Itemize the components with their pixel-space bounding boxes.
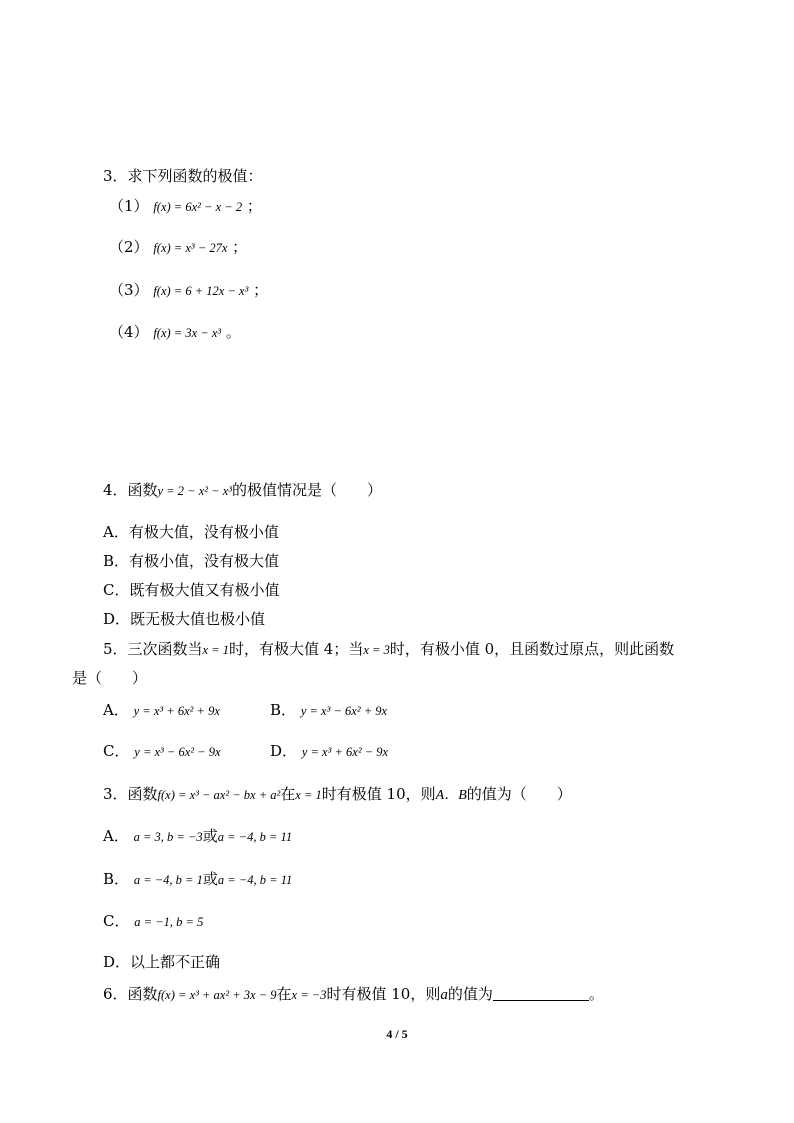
formula: f(x) = 3x − x³ [153,326,222,340]
option-label: A． [103,827,129,845]
q3-item-1 [109,196,262,217]
option-label: B． [103,870,130,888]
item-number: （1） [109,197,149,215]
q6-pre: 6．函数 [103,985,158,1003]
q5-option-b [270,700,387,721]
formula: f(x) = 6 + 12x − x³ [153,284,249,298]
formula: y = x³ + 6x² + 9x [133,704,220,718]
item-number: （2） [109,238,149,256]
q6-mid: 在 [276,985,292,1003]
q3-item-4 [109,322,241,343]
q4-option-b: B．有极小值，没有极大值 [103,552,280,570]
q3b-stem [103,784,572,806]
q3b-option-b [103,869,292,890]
formula: y = 2 − x² − x³ [157,484,232,498]
formula: f(x) = 6x² − x − 2 [153,200,243,214]
punct: ； [232,238,248,256]
formula: a = −4, b = 11 [217,830,293,844]
q5-option-c [103,741,221,762]
formula: a = −4, b = 11 [217,873,293,887]
formula: x = 3 [363,643,390,657]
q3-item-2 [109,237,247,258]
formula: a = −4, b = 1 [133,873,203,887]
q3b-tail: 的值为（ ） [466,785,572,803]
q5-p2: 时，有极大值 4；当 [229,640,364,658]
q4-pre: 4．函数 [103,481,158,499]
formula: y = x³ + 6x² − 9x [301,745,389,759]
formula: y = x³ − 6x² − 9x [134,745,221,759]
q6-end: 。 [588,985,604,1003]
q5-option-a [103,700,220,721]
option-label: A． [103,701,129,719]
item-number: （3） [109,281,149,299]
q3b-post: 时有极值 10，则 [321,785,436,803]
formula: f(x) = x³ − ax² − bx + a² [157,788,281,802]
or-word: 或 [202,827,218,845]
q4-option-a: A．有极大值，没有极小值 [103,523,279,541]
q5-option-d [270,741,388,762]
punct: ； [253,281,269,299]
q6-stem [103,984,604,1005]
q4-option-c: C．既有极大值又有极小值 [103,581,280,599]
or-word: 或 [202,870,218,888]
q3-stem: 3．求下列函数的极值： [103,167,263,185]
formula: y = x³ − 6x² + 9x [300,704,388,718]
q3b-pre: 3．函数 [103,785,158,803]
q6-tail: 的值为 [447,985,493,1003]
page-number: 4 / 5 [386,1027,408,1041]
q3b-option-a [103,826,292,847]
q3b-mid: 在 [280,785,296,803]
formula: a = −1, b = 5 [134,915,204,929]
q3-item-3 [109,280,268,301]
formula: x = 1 [202,643,230,657]
q4-post: 的极值情况是（ ） [232,481,383,499]
q3b-option-d: D．以上都不正确 [103,953,221,971]
q5-p3: 时，有极小值 0，且函数过原点，则此函数 [389,640,675,658]
q3b-option-c [103,911,203,932]
answer-blank [493,986,589,1001]
formula: f(x) = x³ + ax² + 3x − 9 [157,988,277,1002]
var-a: a [440,987,448,1003]
formula: x = 1 [295,788,322,802]
option-label: C． [103,912,130,930]
option-label: D． [270,742,298,760]
q5-p1: 5．三次函数当 [103,640,203,658]
q5-stem-line2: 是（ ） [72,669,148,687]
formula: f(x) = x³ − 27x [153,241,228,255]
punct: ； [246,197,262,215]
q4-option-d: D．既无极大值也极小值 [103,610,266,628]
punct: 。 [225,323,241,341]
option-label: B． [270,701,297,719]
ab-vars: A．B [435,788,467,803]
formula: a = 3, b = −3 [133,830,203,844]
formula: x = −3 [291,988,327,1002]
option-label: C． [103,742,130,760]
q4-stem [103,480,382,501]
q5-stem [103,639,674,660]
q6-post: 时有极值 10，则 [326,985,441,1003]
item-number: （4） [109,323,149,341]
